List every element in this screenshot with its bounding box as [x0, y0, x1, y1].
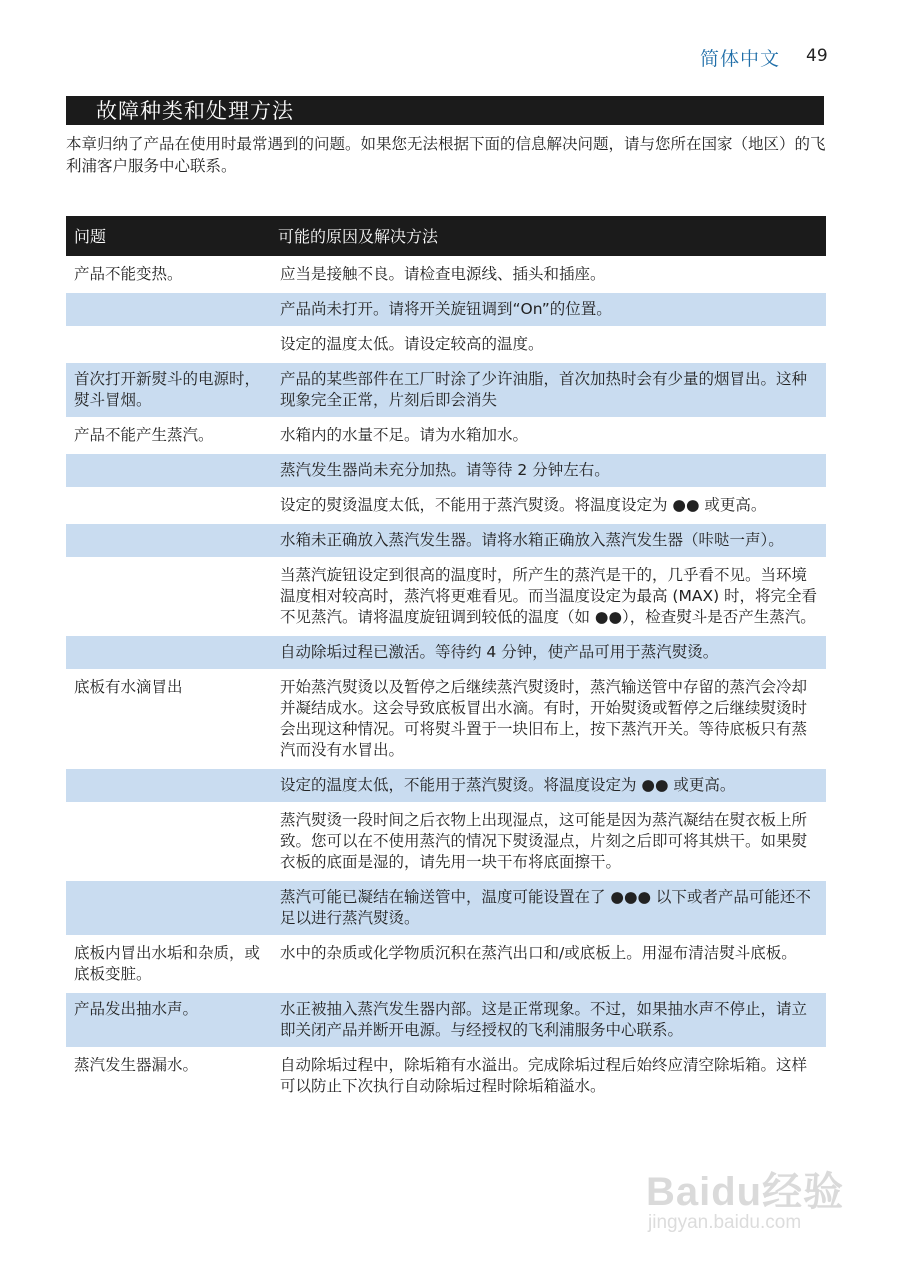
solution-cell: 水正被抽入蒸汽发生器内部。这是正常现象。不过，如果抽水声不停止，请立即关闭产品并断开电源。与经授权的飞利浦服务中心联系。: [270, 991, 826, 1047]
page-number: 49: [806, 46, 828, 66]
solution-cell: 产品的某些部件在工厂时涂了少许油脂，首次加热时会有少量的烟冒出。这种现象完全正常，片刻后即会消失: [270, 361, 826, 417]
solution-cell: 蒸汽发生器尚未充分加热。请等待 2 分钟左右。: [270, 452, 826, 487]
watermark-url: jingyan.baidu.com: [648, 1212, 802, 1233]
table-row: [66, 452, 826, 487]
solution-cell: 自动除垢过程已激活。等待约 4 分钟，使产品可用于蒸汽熨烫。: [270, 634, 826, 669]
table-row: [66, 1047, 826, 1103]
solution-cell: 自动除垢过程中，除垢箱有水溢出。完成除垢过程后始终应清空除垢箱。这样可以防止下次执行自动除垢过程时除垢箱溢水。: [270, 1047, 826, 1103]
problem-cell: 蒸汽发生器漏水。: [66, 1047, 270, 1103]
solution-cell: 开始蒸汽熨烫以及暂停之后继续蒸汽熨烫时，蒸汽输送管中存留的蒸汽会冷却并凝结成水。这会导致底板冒出水滴。有时，开始熨烫或暂停之后继续熨烫时会出现这种情况。可将熨斗置于一块旧布上，按下蒸汽开关。等待底板只有蒸汽而没有水冒出。: [270, 669, 826, 767]
table-row: [66, 487, 826, 522]
problem-cell: 产品发出抽水声。: [66, 991, 270, 1047]
table-row: [66, 634, 826, 669]
table-row: [66, 361, 826, 417]
solution-cell: 水箱内的水量不足。请为水箱加水。: [270, 417, 826, 452]
problem-cell: 底板有水滴冒出: [66, 669, 270, 767]
problem-cell: [66, 522, 270, 557]
solution-cell: 当蒸汽旋钮设定到很高的温度时，所产生的蒸汽是干的，几乎看不见。当环境温度相对较高时，蒸汽将更难看见。而当温度设定为最高 (MAX) 时，将完全看不见蒸汽。请将温度旋钮调到较低的温度（如 ●●），检查熨斗是否产生蒸汽。: [270, 557, 826, 634]
watermark-logo: Baidu经验: [646, 1170, 845, 1214]
problem-cell: 产品不能产生蒸汽。: [66, 417, 270, 452]
problem-cell: [66, 291, 270, 326]
problem-cell: [66, 767, 270, 802]
header-language: 简体中文: [700, 48, 781, 70]
table-header-row: [66, 216, 826, 256]
problem-cell: [66, 452, 270, 487]
table-body: [66, 256, 826, 1103]
table-row: [66, 326, 826, 361]
problem-cell: [66, 879, 270, 935]
section-title: 故障种类和处理方法: [96, 99, 294, 123]
table-row: [66, 291, 826, 326]
troubleshooting-table: [66, 216, 826, 1103]
solution-cell: 设定的熨烫温度太低，不能用于蒸汽熨烫。将温度设定为 ●● 或更高。: [270, 487, 826, 522]
problem-cell: 首次打开新熨斗的电源时，熨斗冒烟。: [66, 361, 270, 417]
solution-cell: 产品尚未打开。请将开关旋钮调到“On”的位置。: [270, 291, 826, 326]
solution-cell: 设定的温度太低，不能用于蒸汽熨烫。将温度设定为 ●● 或更高。: [270, 767, 826, 802]
solution-cell: 设定的温度太低。请设定较高的温度。: [270, 326, 826, 361]
table-row: [66, 417, 826, 452]
table-row: [66, 522, 826, 557]
problem-cell: [66, 487, 270, 522]
solution-cell: 应当是接触不良。请检查电源线、插头和插座。: [270, 256, 826, 291]
table-row: [66, 935, 826, 991]
problem-cell: [66, 802, 270, 879]
header-problem: 问题: [66, 216, 270, 256]
header-solution: 可能的原因及解决方法: [270, 216, 826, 256]
table-row: [66, 767, 826, 802]
solution-cell: 蒸汽熨烫一段时间之后衣物上出现湿点，这可能是因为蒸汽凝结在熨衣板上所致。您可以在不使用蒸汽的情况下熨烫湿点，片刻之后即可将其烘干。如果熨衣板的底面是湿的，请先用一块干布将底面擦干。: [270, 802, 826, 879]
table-row: [66, 256, 826, 291]
table-row: [66, 991, 826, 1047]
table-row: [66, 879, 826, 935]
table-row: [66, 557, 826, 634]
table-row: [66, 802, 826, 879]
solution-cell: 蒸汽可能已凝结在输送管中，温度可能设置在了 ●●● 以下或者产品可能还不足以进行蒸汽熨烫。: [270, 879, 826, 935]
problem-cell: [66, 326, 270, 361]
problem-cell: [66, 634, 270, 669]
table-row: [66, 669, 826, 767]
baidu-watermark: [636, 1160, 866, 1270]
problem-cell: 底板内冒出水垢和杂质，或底板变脏。: [66, 935, 270, 991]
problem-cell: [66, 557, 270, 634]
section-title-bar: [66, 96, 824, 125]
problem-cell: 产品不能变热。: [66, 256, 270, 291]
section-intro: 本章归纳了产品在使用时最常遇到的问题。如果您无法根据下面的信息解决问题，请与您所在国家（地区）的飞利浦客户服务中心联系。: [66, 135, 826, 175]
solution-cell: 水箱未正确放入蒸汽发生器。请将水箱正确放入蒸汽发生器（咔哒一声）。: [270, 522, 826, 557]
solution-cell: 水中的杂质或化学物质沉积在蒸汽出口和/或底板上。用湿布清洁熨斗底板。: [270, 935, 826, 991]
